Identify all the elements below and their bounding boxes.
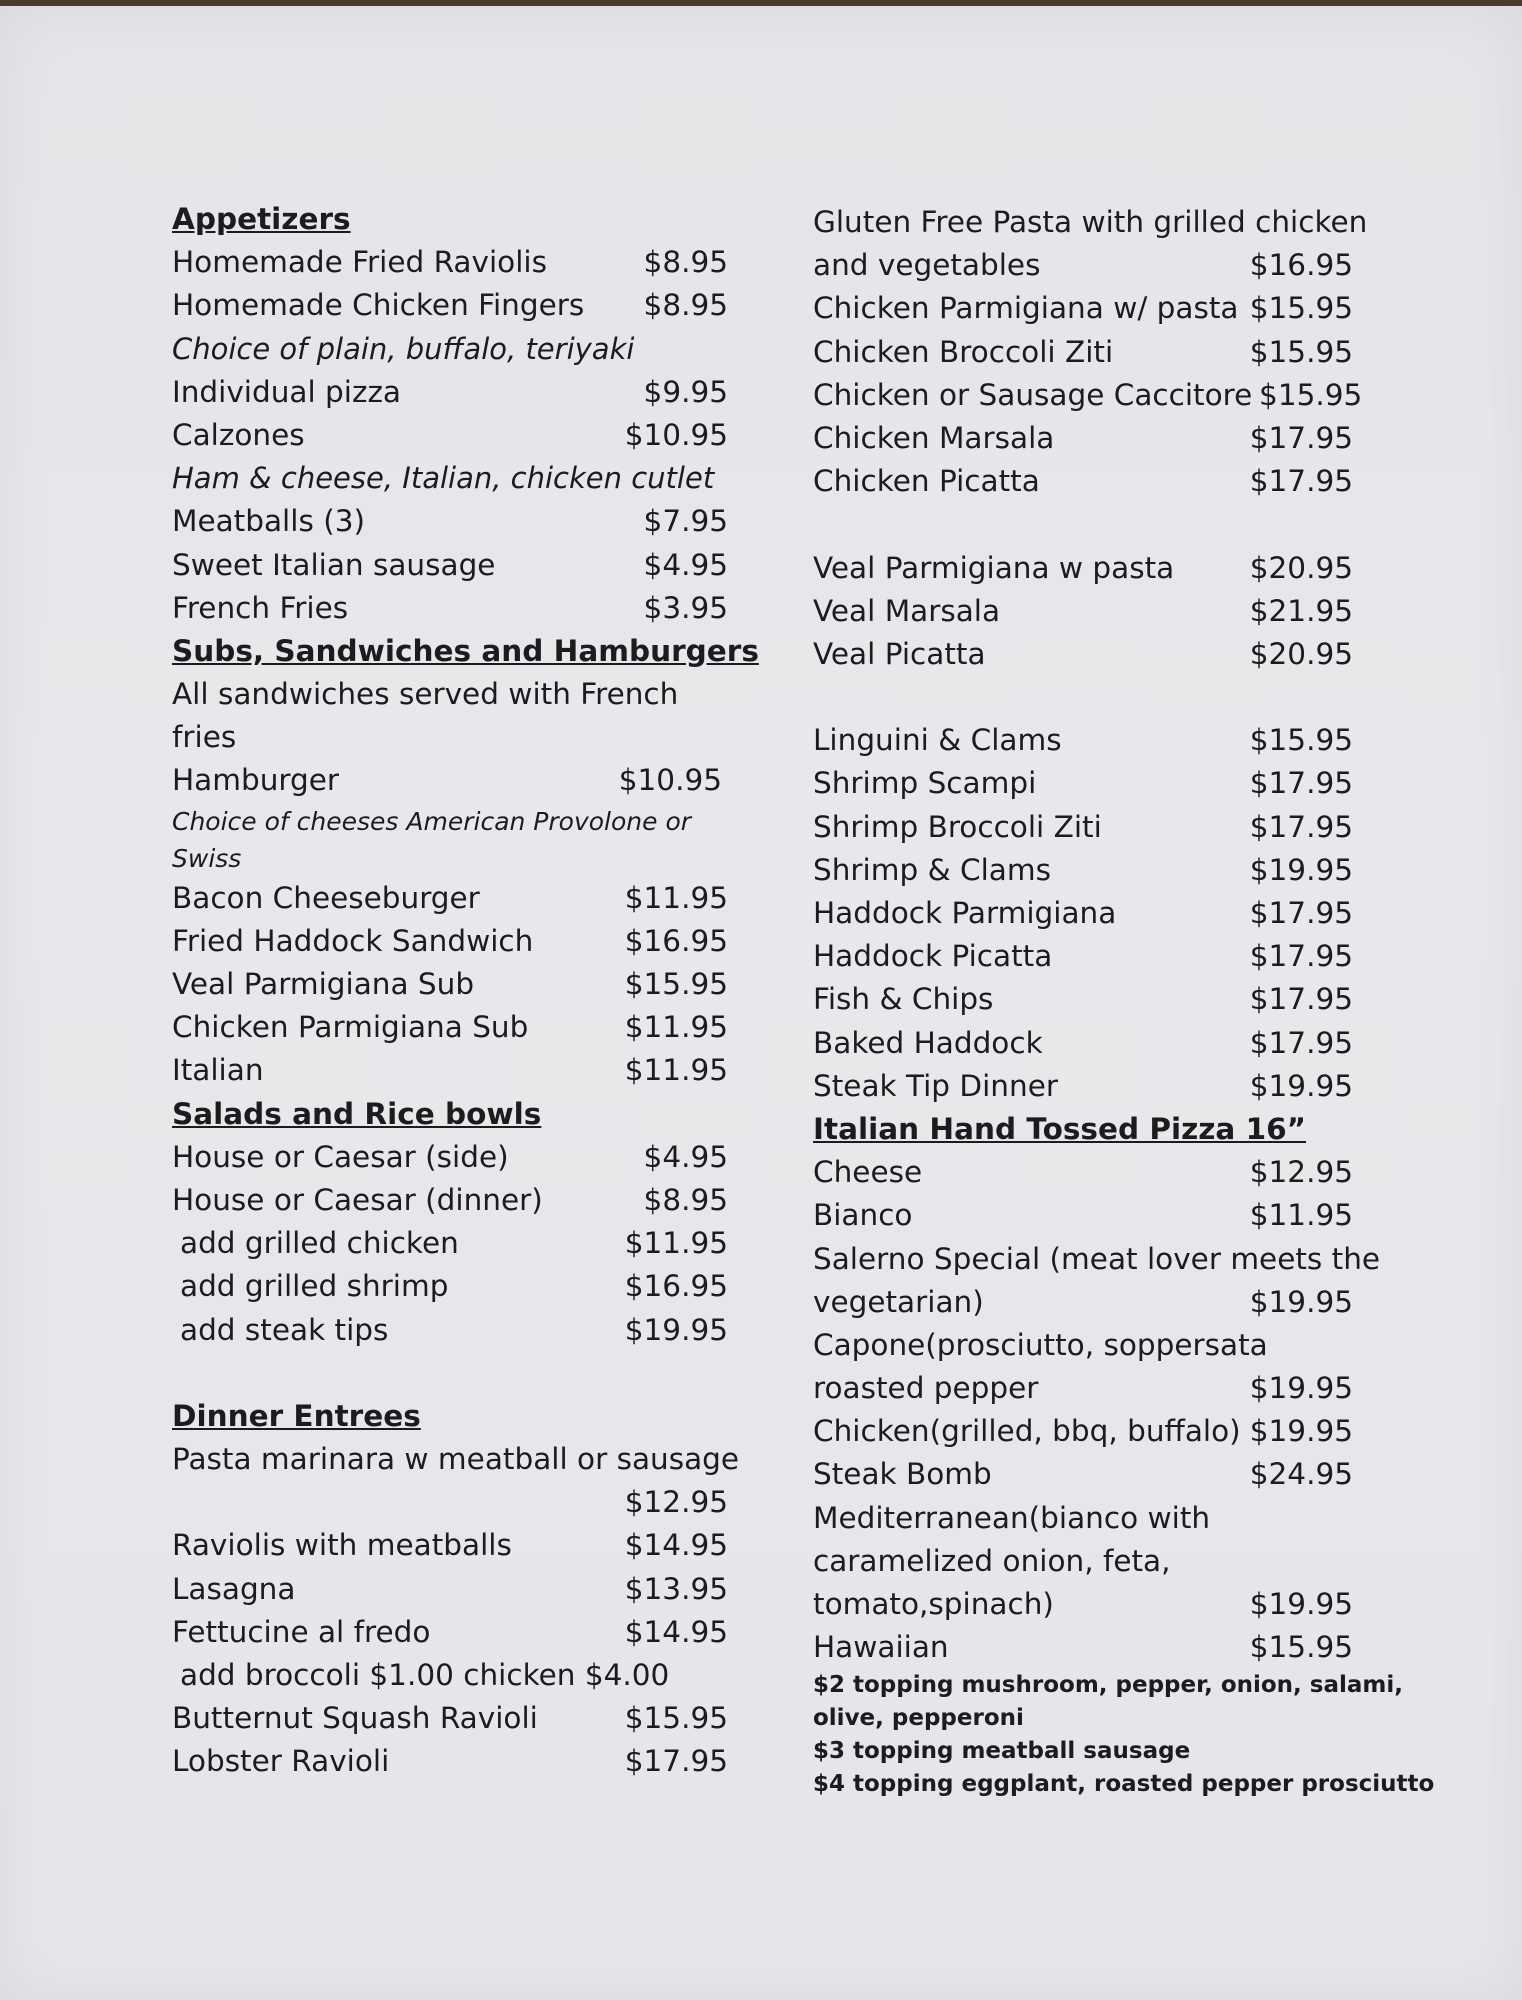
topping-note: olive, pepperoni: [813, 1705, 1024, 1732]
topping-note: $3 topping meatball sausage: [813, 1738, 1191, 1765]
menu-item: Baked Haddock $17.95: [813, 1025, 1353, 1060]
pizza-description: caramelized onion, feta,: [813, 1543, 1171, 1578]
menu-item: Chicken Broccoli Ziti $15.95: [813, 334, 1353, 369]
menu-item: Fish & Chips $17.95: [813, 982, 1353, 1017]
menu-item: Veal Picatta $20.95: [813, 636, 1353, 671]
menu-item: and vegetables $16.95: [813, 248, 1353, 283]
pasta-marinara: Pasta marinara w meatball or sausage: [172, 1442, 740, 1477]
gluten-free-title: Gluten Free Pasta with grilled chicken: [813, 205, 1368, 239]
menu-item: Individual pizza $9.95: [172, 374, 728, 409]
menu-item: House or Caesar (dinner) $8.95: [172, 1182, 728, 1217]
addon-note: add broccoli $1.00 chicken $4.00: [180, 1658, 670, 1692]
menu-item: Shrimp Scampi $17.95: [813, 766, 1353, 801]
menu-item: Raviolis with meatballs $14.95: [172, 1528, 728, 1563]
menu-addon: add grilled shrimp $16.95: [180, 1269, 728, 1304]
menu-item: Linguini & Clams $15.95: [813, 723, 1353, 758]
right-column: [813, 201, 1435, 1801]
menu-item: Lobster Ravioli $17.95: [172, 1744, 728, 1779]
menu-item: Meatballs (3) $7.95: [172, 504, 728, 539]
topping-note: $4 topping eggplant, roasted pepper prosciutto: [813, 1771, 1435, 1798]
menu-item: Veal Marsala $21.95: [813, 593, 1353, 628]
left-column: [172, 198, 759, 1784]
menu-item: Bacon Cheeseburger $11.95: [172, 880, 728, 915]
menu-item: Lasagna $13.95: [172, 1571, 728, 1606]
menu-item: Butternut Squash Ravioli $15.95: [172, 1701, 728, 1736]
pizza-description: Mediterranean(bianco with: [813, 1500, 1211, 1535]
spacer: [813, 676, 1353, 719]
item-note: Choice of plain, buffalo, teriyaki: [172, 331, 635, 366]
menu-item: tomato,spinach) $19.95: [813, 1587, 1353, 1621]
menu-item: Chicken Parmigiana w/ pasta $15.95: [813, 291, 1353, 326]
salads-header: Salads and Rice bowls: [172, 1096, 542, 1131]
menu-item: Bianco $11.95: [813, 1198, 1353, 1233]
menu-item: $12.95: [624, 1485, 728, 1520]
menu-item: Calzones $10.95: [172, 417, 728, 452]
menu-item: Cheese $12.95: [813, 1155, 1353, 1190]
menu-addon: add grilled chicken $11.95: [180, 1226, 728, 1261]
pizza-description: Capone(prosciutto, soppersata: [813, 1327, 1268, 1362]
menu-item: Chicken or Sausage Caccitore $15.95: [813, 377, 1363, 412]
menu-item: Sweet Italian sausage $4.95: [172, 547, 728, 582]
menu-item: Haddock Picatta $17.95: [813, 939, 1353, 974]
menu-item: French Fries $3.95: [172, 590, 728, 625]
menu-page: [0, 6, 1522, 2000]
menu-item: Hamburger $10.95: [172, 763, 722, 798]
menu-item: Shrimp & Clams $19.95: [813, 852, 1353, 887]
pizza-description: Salerno Special (meat lover meets the: [813, 1241, 1381, 1276]
menu-item: Homemade Chicken Fingers $8.95: [172, 288, 728, 323]
menu-item: Chicken Parmigiana Sub $11.95: [172, 1010, 728, 1045]
menu-item: Chicken Marsala $17.95: [813, 420, 1353, 455]
menu-item: Steak Bomb $24.95: [813, 1457, 1353, 1492]
menu-item: Veal Parmigiana w pasta $20.95: [813, 550, 1353, 585]
spacer: [172, 1352, 728, 1395]
menu-item: Homemade Fried Raviolis $8.95: [172, 245, 728, 280]
menu-addon: add steak tips $19.95: [180, 1312, 728, 1347]
item-note: Swiss: [172, 843, 242, 873]
topping-note: $2 topping mushroom, pepper, onion, salami,: [813, 1672, 1404, 1699]
spacer: [813, 503, 1353, 546]
subs-intro: All sandwiches served with French: [172, 677, 679, 712]
menu-item: Shrimp Broccoli Ziti $17.95: [813, 809, 1353, 844]
menu-item: Haddock Parmigiana $17.95: [813, 896, 1353, 930]
menu-item: Hawaiian $15.95: [813, 1630, 1353, 1665]
appetizers-header: Appetizers: [172, 202, 351, 236]
item-note: Ham & cheese, Italian, chicken cutlet: [172, 461, 715, 496]
dinner-header: Dinner Entrees: [172, 1398, 421, 1433]
menu-item: roasted pepper $19.95: [813, 1371, 1353, 1406]
menu-item: House or Caesar (side) $4.95: [172, 1139, 728, 1174]
menu-item: Steak Tip Dinner $19.95: [813, 1068, 1353, 1103]
menu-item: Veal Parmigiana Sub $15.95: [172, 967, 728, 1001]
item-note: Choice of cheeses American Provolone or: [172, 806, 692, 836]
menu-item: Fettucine al fredo $14.95: [172, 1614, 728, 1649]
menu-item: Chicken Picatta $17.95: [813, 464, 1353, 499]
menu-item: vegetarian) $19.95: [813, 1284, 1353, 1319]
subs-intro: fries: [172, 720, 237, 755]
menu-item: Italian $11.95: [172, 1053, 728, 1088]
menu-item: Fried Haddock Sandwich $16.95: [172, 923, 728, 958]
subs-header: Subs, Sandwiches and Hamburgers: [172, 633, 759, 668]
menu-item: Chicken(grilled, bbq, buffalo) $19.95: [813, 1414, 1353, 1449]
pizza-header: Italian Hand Tossed Pizza 16”: [813, 1111, 1307, 1146]
